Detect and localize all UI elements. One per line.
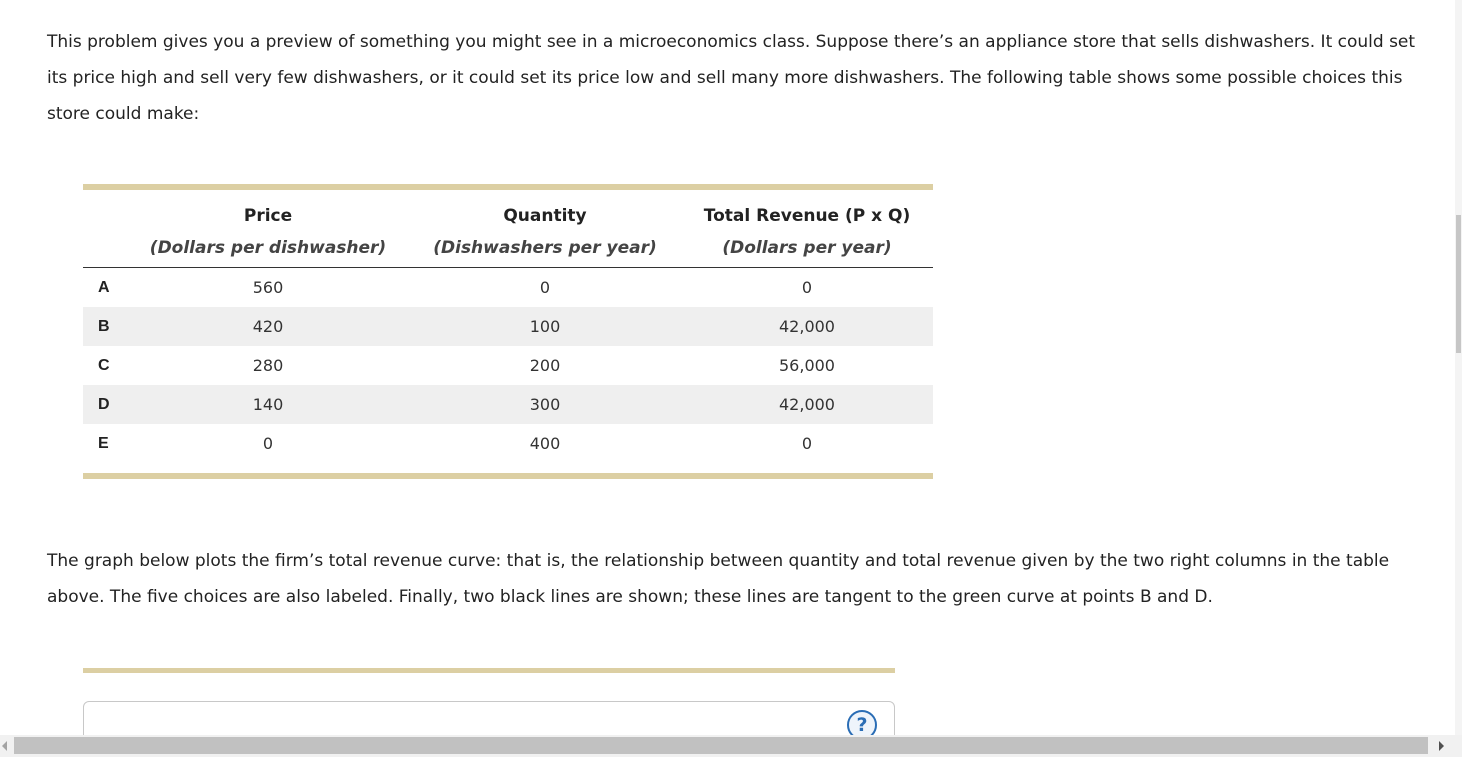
quantity-cell: 400 xyxy=(529,434,561,453)
question-mark-circle-icon[interactable]: ? xyxy=(847,710,877,735)
revenue-cell: 42,000 xyxy=(779,317,835,336)
vertical-scrollbar[interactable] xyxy=(1455,0,1462,735)
quantity-cell: 300 xyxy=(529,395,561,414)
quantity-cell: 0 xyxy=(539,278,551,297)
revenue-cell: 0 xyxy=(801,434,813,453)
header-revenue-unit: (Dollars per year) xyxy=(722,238,892,258)
quantity-cell: 200 xyxy=(529,356,561,375)
row-label: B xyxy=(98,318,110,335)
price-cell: 420 xyxy=(252,317,284,336)
revenue-cell: 0 xyxy=(801,278,813,297)
header-revenue-title: Total Revenue (P x Q) xyxy=(703,206,911,226)
horizontal-scrollbar[interactable] xyxy=(0,735,1462,757)
header-price-title: Price xyxy=(243,206,293,226)
header-quantity-unit: (Dishwashers per year) xyxy=(433,238,657,258)
choices-table xyxy=(83,184,933,479)
price-cell: 560 xyxy=(252,278,284,297)
row-label: D xyxy=(98,396,110,413)
arrow-left-icon[interactable] xyxy=(2,741,7,751)
row-label: A xyxy=(98,279,110,296)
row-label: E xyxy=(98,435,109,452)
table-row xyxy=(83,268,933,307)
price-cell: 280 xyxy=(252,356,284,375)
row-label: C xyxy=(98,357,110,374)
revenue-cell: 42,000 xyxy=(779,395,835,414)
header-price-unit: (Dollars per dishwasher) xyxy=(149,238,387,258)
graph-panel[interactable] xyxy=(83,701,895,735)
revenue-cell: 56,000 xyxy=(779,356,835,375)
price-cell: 0 xyxy=(262,434,274,453)
table-row xyxy=(83,307,933,346)
quantity-cell: 100 xyxy=(529,317,561,336)
arrow-right-icon[interactable] xyxy=(1439,741,1444,751)
table-row xyxy=(83,385,933,424)
table-row xyxy=(83,346,933,385)
intro-paragraph: This problem gives you a preview of something you might see in a microeconomics class. Suppose there’s an appliance store that sells dishwashers. It could set its price high and sell very few dishwashers, or it could set its price low and sell many more dishwashers. The following table shows some possible choices this store could make: xyxy=(47,32,1416,124)
graph-description: The graph below plots the firm’s total revenue curve: that is, the relationship between quantity and total revenue given by the two right columns in the table above. The five choices are also labeled. Finally, two black lines are shown; these lines are tangent to the green curve at points B and D. xyxy=(47,551,1390,607)
vertical-scroll-thumb[interactable] xyxy=(1456,215,1461,353)
header-quantity-title: Quantity xyxy=(503,206,587,226)
price-cell: 140 xyxy=(252,395,284,414)
horizontal-scroll-thumb[interactable] xyxy=(14,737,1428,754)
table-bottom-rule xyxy=(83,473,933,479)
table-row xyxy=(83,424,933,463)
table-header xyxy=(83,190,933,268)
graph-top-rule xyxy=(83,668,895,673)
